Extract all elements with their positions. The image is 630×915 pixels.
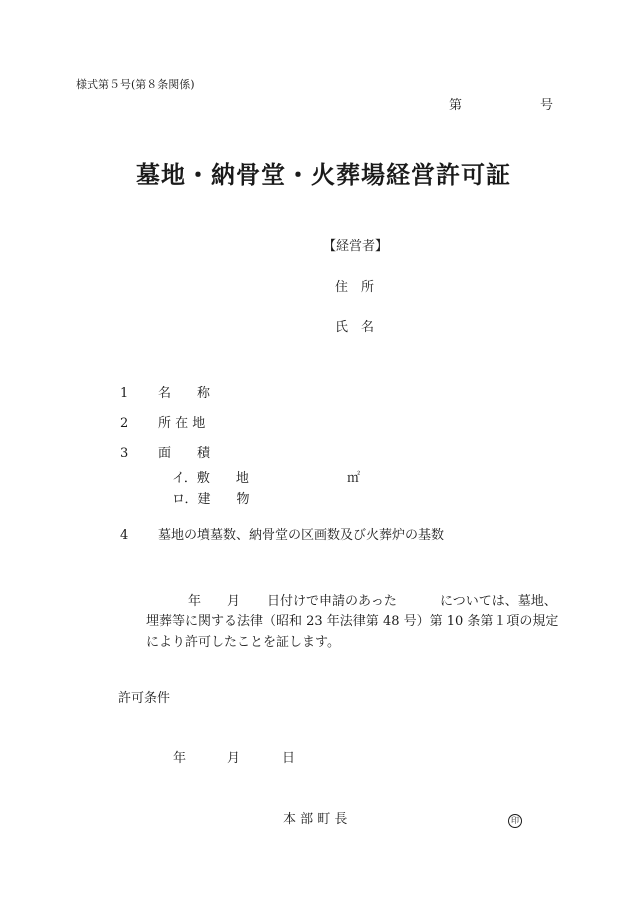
statement-line2: 埋葬等に関する法律（昭和 23 年法律第 48 号）第 10 条第１項の規定 [146, 614, 559, 629]
date-day: 日 [282, 751, 296, 766]
date-month: 月 [227, 751, 241, 766]
area-sub-building: ロ．建 物 [172, 492, 250, 507]
date-year: 年 [173, 751, 187, 766]
statement-year: 年 [188, 594, 202, 609]
item-number: 3 [120, 446, 129, 461]
item-number: 1 [120, 386, 129, 401]
signer-title: 本 部 町 長 [283, 812, 348, 827]
item-label-area: 面 積 [158, 446, 211, 461]
item-number: 4 [120, 528, 129, 543]
statement-day-text: 日付けで申請のあった [267, 594, 397, 609]
statement-line1-tail: については、墓地、 [440, 594, 557, 609]
item-number: 2 [120, 416, 129, 431]
document-title: 墓地・納骨堂・火葬場経営許可証 [136, 161, 511, 189]
statement-month: 月 [227, 594, 241, 609]
area-unit: ㎡ [347, 471, 361, 486]
seal-mark [508, 813, 522, 828]
item-label-location: 所 在 地 [158, 416, 206, 431]
item-label-name: 名 称 [158, 386, 211, 401]
item-label-count: 墓地の墳墓数、納骨堂の区画数及び火葬炉の基数 [158, 528, 445, 543]
number-label-prefix: 第 [449, 98, 463, 113]
conditions-label: 許可条件 [118, 691, 171, 706]
form-number: 様式第５号(第８条関係) [76, 78, 195, 91]
operator-address-label: 住 所 [335, 280, 375, 295]
operator-heading: 【経営者】 [323, 239, 389, 254]
seal-icon: 印 [508, 814, 522, 828]
area-sub-site: イ．敷 地 [172, 471, 249, 486]
number-label-suffix: 号 [540, 98, 554, 113]
statement-line3: により許可したことを証します。 [146, 635, 340, 650]
operator-name-label: 氏 名 [335, 320, 375, 335]
